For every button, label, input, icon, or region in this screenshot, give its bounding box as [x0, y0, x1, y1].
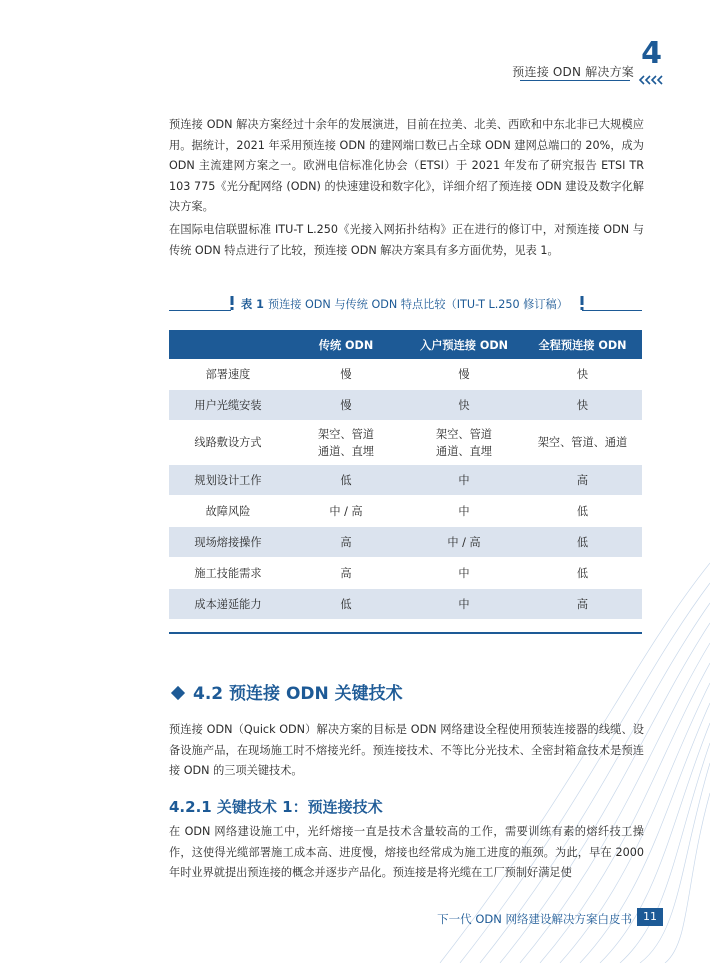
- running-header-title: 预连接 ODN 解决方案: [512, 65, 634, 79]
- subsection-paragraph: 在 ODN 网络建设施工中，光纤熔接一直是技术含量较高的工作，需要训练有素的熔纤技工操作，这使得光缆部署施工成本高、进度慢，熔接也经常成为施工进度的瓶颈。为此，早在 2000 年时业界就提出预连接的概念并逐步产品化。预连接是将光缆在工厂预制好满足使: [169, 825, 644, 879]
- caption-rule-right: [582, 310, 642, 311]
- table-cell: 中: [405, 465, 523, 496]
- header-rule: [520, 80, 630, 81]
- row-label-cell: 施工技能需求: [169, 558, 287, 589]
- row-label-cell: 部署速度: [169, 359, 287, 390]
- comparison-table: [169, 330, 642, 620]
- footer-document-title: 下一代 ODN 网络建设解决方案白皮书: [437, 912, 632, 926]
- table-cell: 低: [287, 465, 405, 496]
- section-heading-text: 4.2 预连接 ODN 关键技术: [193, 684, 403, 704]
- table-row: [169, 589, 642, 620]
- table-cell: 低: [287, 589, 405, 620]
- table-cell: 低: [523, 496, 642, 527]
- row-label-cell: 规划设计工作: [169, 465, 287, 496]
- table-cell: 慢: [287, 390, 405, 421]
- table-row: [169, 527, 642, 558]
- table-cell: 高: [523, 589, 642, 620]
- table-row: [169, 359, 642, 390]
- row-label-cell: 线路敷设方式: [169, 421, 287, 465]
- table-cell: 架空、管道 通道、直埋: [405, 421, 523, 465]
- table-cell: 架空、管道、通道: [523, 421, 642, 465]
- table-cell: 快: [405, 390, 523, 421]
- row-label-cell: 成本递延能力: [169, 589, 287, 620]
- table-bottom-rule: [169, 632, 642, 634]
- table-cell: 中: [405, 496, 523, 527]
- intro-paragraph-2: 在国际电信联盟标准 ITU-T L.250《光接入网拓扑结构》正在进行的修订中，对预连接 ODN 与传统 ODN 特点进行了比较，预连接 ODN 解决方案具有多方面优势，见表 1。: [169, 223, 644, 257]
- intro-paragraph-1: 预连接 ODN 解决方案经过十余年的发展演进，目前在拉美、北美、西欧和中东北非已大规模应用。据统计，2021 年采用预连接 ODN 的建网端口数已占全球 ODN 建网总端口的 20%，成为 ODN 主流建网方案之一。欧洲电信标准化协会（ETSI）于 2021 年发布了研究报告 ETSI TR 103 775《光分配网络 (ODN) 的快速建设和数字化》，详细介绍了预连接 ODN 建设及数字化解决方案。: [169, 118, 644, 213]
- table-row: [169, 390, 642, 421]
- chevron-decoration-icon: [638, 75, 666, 85]
- table-caption: [169, 294, 642, 314]
- table-cell: 高: [523, 465, 642, 496]
- table-header-row: [169, 330, 642, 359]
- table-cell: 高: [287, 558, 405, 589]
- section-heading: [169, 679, 403, 704]
- table-cell: 慢: [287, 359, 405, 390]
- table-row: [169, 558, 642, 589]
- table-row: [169, 496, 642, 527]
- table-cell: 中: [405, 589, 523, 620]
- table-cell: 高: [287, 527, 405, 558]
- table-cell: 中 / 高: [405, 527, 523, 558]
- caption-text: [241, 296, 568, 312]
- row-label-cell: 故障风险: [169, 496, 287, 527]
- table-cell: 快: [523, 390, 642, 421]
- table-cell: 低: [523, 558, 642, 589]
- table-cell: 架空、管道 通道、直埋: [287, 421, 405, 465]
- table-row: [169, 421, 642, 465]
- table-cell: 快: [523, 359, 642, 390]
- table-header-cell: 入户预连接 ODN: [405, 330, 523, 359]
- caption-label: 表 1: [241, 298, 264, 311]
- chapter-number: 4: [641, 36, 662, 71]
- table-cell: 低: [523, 527, 642, 558]
- caption-exclamation-icon: [230, 296, 234, 310]
- table-header-cell: 传统 ODN: [287, 330, 405, 359]
- table-header-cell: 全程预连接 ODN: [523, 330, 642, 359]
- caption-title: 预连接 ODN 与传统 ODN 特点比较（ITU-T L.250 修订稿）: [267, 298, 568, 311]
- row-label-cell: 用户光缆安装: [169, 390, 287, 421]
- table-row: [169, 465, 642, 496]
- table-cell: 中: [405, 558, 523, 589]
- diamond-bullet-icon: [171, 686, 185, 700]
- subsection-heading: 4.2.1 关键技术 1：预连接技术: [169, 798, 383, 816]
- table-cell: 中 / 高: [287, 496, 405, 527]
- table-cell: 慢: [405, 359, 523, 390]
- caption-exclamation-icon: [580, 296, 584, 310]
- row-label-cell: 现场熔接操作: [169, 527, 287, 558]
- caption-rule-left: [169, 310, 231, 311]
- table-header-cell: [169, 330, 287, 359]
- page-number: 11: [637, 908, 663, 926]
- section-paragraph: 预连接 ODN（Quick ODN）解决方案的目标是 ODN 网络建设全程使用预装连接器的线缆、设备设施产品，在现场施工时不熔接光纤。预连接技术、不等比分光技术、全密封箱盒技术是预连接 ODN 的三项关键技术。: [169, 723, 644, 777]
